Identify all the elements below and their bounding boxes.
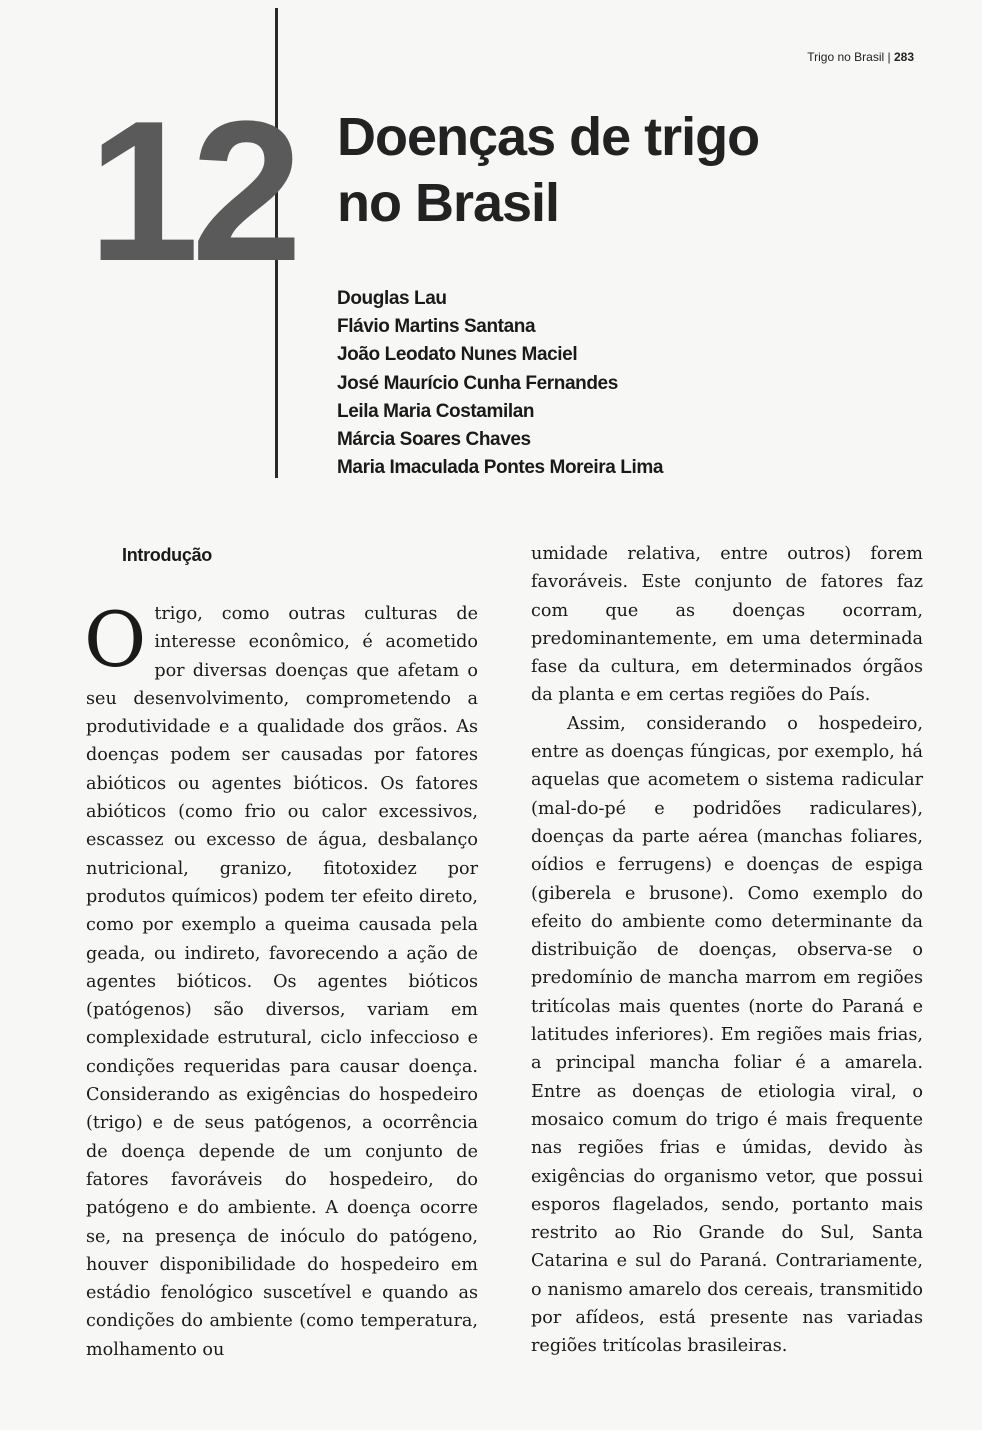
drop-cap: O <box>84 595 147 684</box>
paragraph-1-text-a: trigo, como outras culturas de interesse econômico, é acometido por diversas doenças que afetam o seu desenvolvimento, comprometendo a produtividade e a qualidade dos grãos. As doenças podem ser causadas por fatores abióticos ou agentes bióticos. Os fatores abióticos (como frio ou calor excessivos, escassez ou excesso de água, desbalanço nutricional, granizo, fitotoxidez por produtos químicos) podem ter efeito direto, como por exemplo a queima causada pela geada, ou indireto, favorecendo a ação de agentes bióticos. Os agentes bióticos (patógenos) são diversos, variam em complexidade estrutural, ciclo infeccioso e condições requeridas para causar doença. Considerando as exigências do hospedeiro (trigo) e de seus patógenos, a ocorrência de doença depende de um conjunto de fatores favoráveis do hospedeiro, do patógeno e do ambiente. A doença ocorre se, na presença de inóculo do patógeno, houver disponibilidade do hospedeiro em estádio fenológico suscetível e quando as condições do ambiente (como temperatura, molhamento ou <box>86 604 478 1360</box>
paragraph-1-part-b: umidade relativa, entre outros) forem favoráveis. Este conjunto de fatores faz com que as doenças ocorram, predominantemente, em uma determinada fase da cultura, em determinados órgãos da planta e em certas regiões do País. <box>531 544 923 706</box>
chapter-title-line-1: Doenças de trigo <box>337 107 760 167</box>
author: Leila Maria Costamilan <box>337 400 535 422</box>
author-list <box>337 285 663 482</box>
author: Flávio Martins Santana <box>337 316 536 338</box>
author: João Leodato Nunes Maciel <box>337 344 578 366</box>
paragraph-2: Assim, considerando o hospedeiro, entre as doenças fúngicas, por exemplo, há aquelas que acometem o sistema radicular (mal-do-pé e podridões radiculares), doenças da parte aérea (manchas foliares, oídios e ferrugens) e doenças de espiga (giberela e brusone). Como exemplo do efeito do ambiente como determinante da distribuição de doenças, observa-se o predomínio de mancha marrom em regiões tritícolas mais quentes (norte do Paraná e latitudes inferiores). Em regiões mais frias, a principal mancha foliar é a amarela. Entre as doenças de etiologia viral, o mosaico comum do trigo é mais frequente nas regiões frias e úmidas, devido às exigências do organismo vetor, que possui esporos flagelados, sendo, portanto mais restrito ao Rio Grande do Sul, Santa Catarina e sul do Paraná. Contrariamente, o nanismo amarelo dos cereais, transmitido por afídeos, está presente nas variadas regiões tritícolas brasileiras. <box>531 713 923 1357</box>
author: Maria Imaculada Pontes Moreira Lima <box>337 457 664 479</box>
chapter-title <box>337 104 759 236</box>
chapter-number: 12 <box>88 80 295 303</box>
page-number: 283 <box>893 50 914 64</box>
author: Douglas Lau <box>337 288 447 309</box>
chapter-title-line-2: no Brasil <box>337 173 560 233</box>
author: Márcia Soares Chaves <box>337 429 531 451</box>
running-header <box>807 50 914 64</box>
author: José Maurício Cunha Fernandes <box>337 372 618 394</box>
body-column-right <box>531 540 923 1361</box>
body-column-left <box>84 595 478 1364</box>
running-title: Trigo no Brasil | <box>807 50 891 64</box>
paragraph-1-part-a <box>84 595 478 1364</box>
section-heading: Introdução <box>122 545 212 565</box>
